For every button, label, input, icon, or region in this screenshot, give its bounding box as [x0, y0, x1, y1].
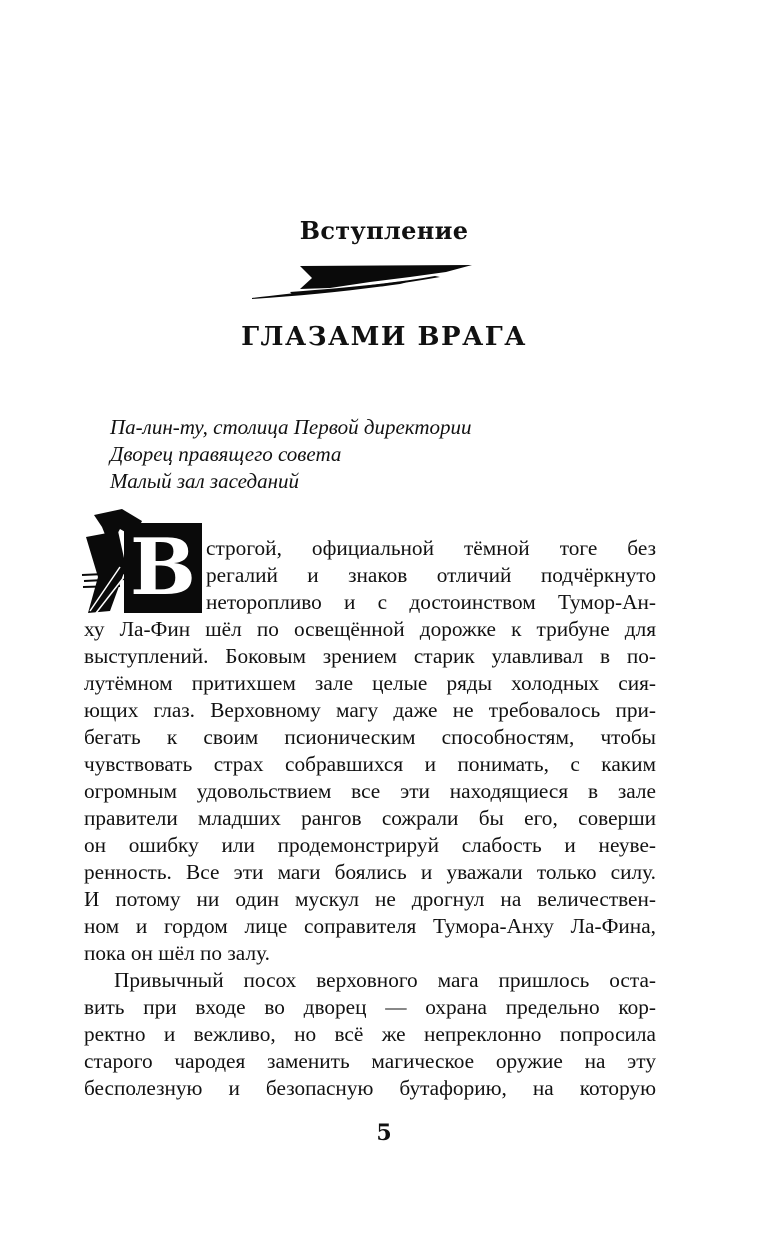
- text-line: пока он шёл по залу.: [84, 941, 270, 965]
- text-line: Привычный посох верховного мага пришлось оста-: [114, 968, 656, 992]
- text-line: вить при входе во дворец — охрана предельно кор-: [84, 995, 656, 1019]
- epigraph-line: Па-лин-ту, столица Первой директории: [110, 415, 472, 439]
- epigraph-line: Малый зал заседаний: [110, 469, 299, 493]
- section-title: Вступление: [299, 216, 469, 245]
- text-line: он ошибку или продемонстрируй слабость и неуве-: [84, 833, 656, 857]
- drop-cap-letter: В: [124, 523, 202, 613]
- chapter-title: ГЛАЗАМИ ВРАГА: [241, 322, 527, 352]
- text-line: старого чародея заменить магическое оружие на эту: [84, 1049, 656, 1073]
- body-text: [84, 535, 656, 1102]
- text-line: бегать к своим псионическим способностям, чтобы: [84, 725, 656, 749]
- text-line: строгой, официальной тёмной тоге без: [206, 536, 656, 560]
- text-line: огромным удовольствием все эти находящиеся в зале: [84, 779, 656, 803]
- text-line: неторопливо и с достоинством Тумор-Ан-: [206, 590, 656, 614]
- page-number: 5: [376, 1120, 392, 1146]
- epigraph-line: Дворец правящего совета: [110, 442, 342, 466]
- text-line: лутёмном притихшем зале целые ряды холодных сия-: [84, 671, 656, 695]
- brush-stroke-ornament: [250, 262, 475, 302]
- text-line: ренность. Все эти маги боялись и уважали только силу.: [84, 860, 656, 884]
- text-line: ном и гордом лице соправителя Тумора-Анху Ла-Фина,: [84, 914, 656, 938]
- text-line: ху Ла-Фин шёл по освещённой дорожке к трибуне для: [84, 617, 656, 641]
- text-line: бесполезную и безопасную бутафорию, на которую: [84, 1076, 656, 1100]
- text-line: выступлений. Боковым зрением старик улавливал в по-: [84, 644, 656, 668]
- text-line: правители младших рангов сожрали бы его, соверши: [84, 806, 656, 830]
- text-line: чувствовать страх собравшихся и понимать, с каким: [84, 752, 656, 776]
- text-line: ющих глаз. Верховному магу даже не требовалось при-: [84, 698, 656, 722]
- text-line: ректно и вежливо, но всё же непреклонно попросила: [84, 1022, 656, 1046]
- text-line: регалий и знаков отличий подчёркнуто: [206, 563, 656, 587]
- text-line: И потому ни один мускул не дрогнул на величествен-: [84, 887, 656, 911]
- epigraph: [110, 414, 670, 495]
